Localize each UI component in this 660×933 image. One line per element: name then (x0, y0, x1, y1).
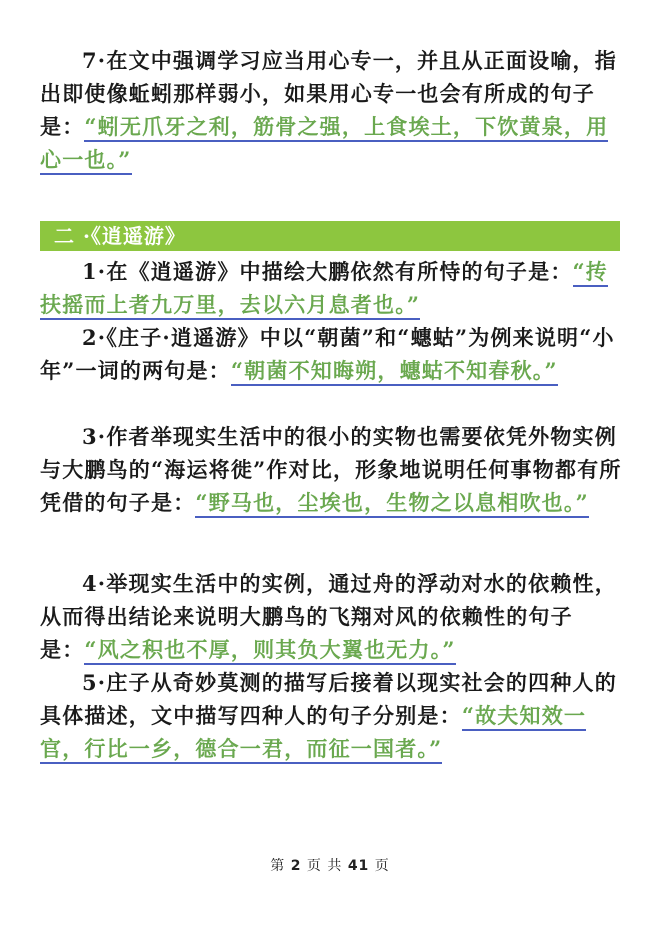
question-3 (40, 420, 622, 519)
answer-text: “风之积也不厚，则其负大翼也无力。” (84, 637, 455, 665)
question-text: 1·在《逍遥游》中描绘大鹏依然有所恃的句子是： (82, 259, 573, 284)
question-7 (40, 44, 622, 176)
footer-middle: 页 共 (306, 858, 343, 874)
answer-text: “朝菌不知晦朔，蟪蛄不知春秋。” (231, 358, 558, 386)
question-text: 7·在文中强调学习应当用心专一，并且从正面设喻，指出即使像蚯蚓那样弱小，如果用心专一也会有所成的句子是： (40, 48, 617, 139)
question-text: 2·《庄子·逍遥游》中以“朝菌”和“蟪蛄”为例来说明“小年”一词的两句是： (40, 325, 615, 383)
question-text: 5·庄子从奇妙莫测的描写后接着以现实社会的四种人的具体描述，文中描写四种人的句子分别是： (40, 670, 617, 728)
current-page-number: 2 (290, 858, 302, 874)
question-4 (40, 567, 622, 666)
answer-text: “故夫知效一官，行比一乡，德合一君，而征一国者。” (40, 703, 586, 764)
question-text: 3·作者举现实生活中的很小的实物也需要依凭外物实例与大鹏鸟的“海运将徙”作对比，形象地说明任何事物都有所凭借的句子是： (40, 424, 622, 515)
section-header-bar (40, 221, 620, 251)
answer-text: “蚓无爪牙之利，筋骨之强，上食埃土，下饮黄泉，用心一也。” (40, 114, 608, 175)
question-5 (40, 666, 622, 765)
section-title: 二 ·《逍遥游》 (54, 224, 186, 248)
total-page-count: 41 (347, 858, 370, 874)
footer-prefix: 第 (270, 858, 286, 874)
footer-suffix: 页 (374, 858, 390, 874)
question-2 (40, 321, 622, 387)
answer-text: “野马也，尘埃也，生物之以息相吹也。” (195, 490, 588, 518)
page-footer (0, 855, 660, 875)
question-1 (40, 255, 622, 321)
question-text: 4·举现实生活中的实例，通过舟的浮动对水的依赖性，从而得出结论来说明大鹏鸟的飞翔对风的依赖性的句子是： (40, 571, 617, 662)
answer-text: “抟扶摇而上者九万里，去以六月息者也。” (40, 259, 608, 320)
